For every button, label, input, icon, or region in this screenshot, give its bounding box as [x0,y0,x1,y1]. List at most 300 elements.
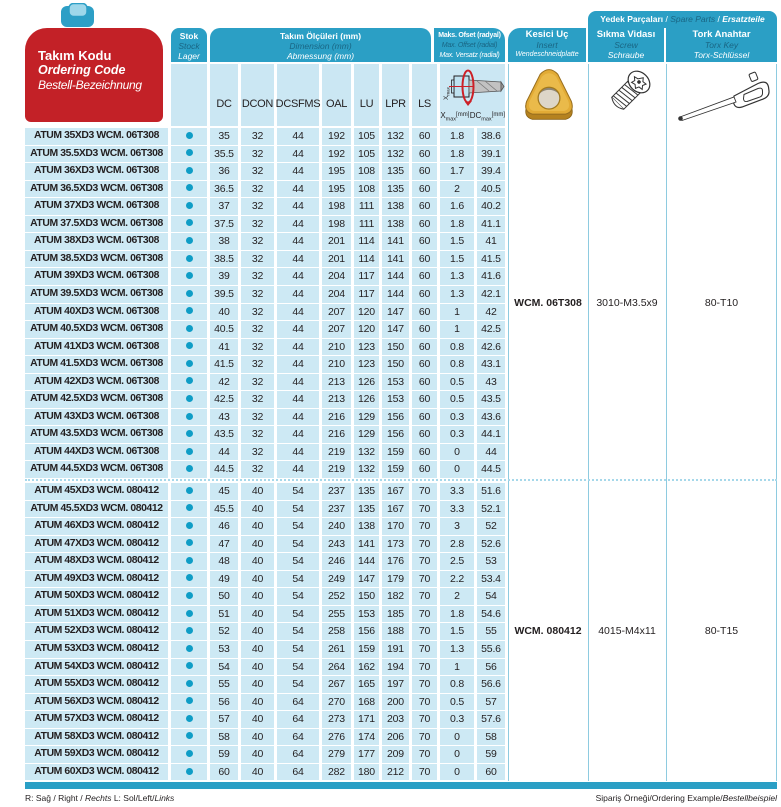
value-cell-LU: 123 [354,356,379,373]
value-cell-DC: 44 [210,444,238,461]
value-cell-DCmax[mm]: 53.4 [477,571,505,588]
value-cell-DCSFMS: 44 [277,128,319,145]
value-cell-DC: 43.5 [210,426,238,443]
value-cell-OAL: 255 [322,606,351,623]
value-cell-DCSFMS: 64 [277,746,319,763]
value-cell-DCON: 32 [241,304,274,321]
stock-dot-icon [186,413,193,420]
value-cell-OAL: 261 [322,641,351,658]
value-cell-OAL: 198 [322,198,351,215]
screw-image [589,64,666,126]
value-cell-DCmax[mm]: 44.5 [477,461,505,478]
value-cell-LU: 156 [354,623,379,640]
value-cell-Xmax[mm]: 1.8 [440,606,474,623]
table-row [25,251,508,268]
value-cell-Xmax[mm]: 1 [440,304,474,321]
torx-key-image [667,64,776,126]
torx-label-de: Torx-Schlüssel [693,50,750,60]
value-cell-LPR: 179 [382,571,409,588]
value-cell-OAL: 237 [322,501,351,518]
ordering-code-line-en: Ordering Code [38,63,126,77]
value-cell-DCSFMS: 54 [277,483,319,500]
value-cell-DCON: 40 [241,606,274,623]
table-row [25,268,508,285]
stock-cell [171,163,207,180]
value-cell-DCSFMS: 44 [277,216,319,233]
stock-dot-icon [186,255,193,262]
value-cell-LU: 177 [354,746,379,763]
value-cell-DC: 58 [210,729,238,746]
value-cell-DC: 38 [210,233,238,250]
insert-image [509,64,588,126]
value-cell-Xmax[mm]: 1 [440,659,474,676]
stock-dot-icon [186,557,193,564]
group2-insert-code: WCM. 080412 [514,625,582,637]
tool-code-cell: ATUM 37.5XD3 WCM. 06T308 [25,216,168,233]
value-cell-LS: 60 [412,409,437,426]
value-cell-DCON: 32 [241,444,274,461]
value-cell-DCmax[mm]: 40.5 [477,181,505,198]
value-cell-OAL: 204 [322,268,351,285]
value-cell-DCON: 32 [241,146,274,163]
tool-code-cell: ATUM 57XD3 WCM. 080412 [25,711,168,728]
value-cell-DCmax[mm]: 55.6 [477,641,505,658]
value-cell-DCmax[mm]: 38.6 [477,128,505,145]
value-cell-OAL: 219 [322,461,351,478]
value-cell-LPR: 176 [382,553,409,570]
value-cell-LPR: 167 [382,501,409,518]
value-cell-LU: 153 [354,606,379,623]
value-cell-DC: 44.5 [210,461,238,478]
value-cell-DC: 53 [210,641,238,658]
value-cell-LU: 147 [354,571,379,588]
table-row [25,128,508,145]
value-cell-LPR: 147 [382,304,409,321]
tool-code-cell: ATUM 38.5XD3 WCM. 06T308 [25,251,168,268]
value-cell-LS: 60 [412,251,437,268]
value-cell-DC: 45 [210,483,238,500]
value-cell-DCON: 32 [241,268,274,285]
value-cell-DCmax[mm]: 43.5 [477,391,505,408]
tool-code-cell: ATUM 58XD3 WCM. 080412 [25,729,168,746]
value-cell-DCON: 40 [241,641,274,658]
stock-cell [171,483,207,500]
value-cell-DCON: 32 [241,233,274,250]
value-cell-Xmax[mm]: 1.5 [440,233,474,250]
value-cell-LPR: 170 [382,518,409,535]
value-cell-LS: 60 [412,163,437,180]
value-cell-DCSFMS: 44 [277,426,319,443]
value-cell-DC: 41.5 [210,356,238,373]
value-cell-DCSFMS: 44 [277,233,319,250]
tool-code-cell: ATUM 51XD3 WCM. 080412 [25,606,168,623]
value-cell-Xmax[mm]: 2 [440,588,474,605]
value-cell-LU: 135 [354,501,379,518]
value-cell-LPR: 182 [382,588,409,605]
value-cell-DCON: 40 [241,694,274,711]
tool-code-cell: ATUM 55XD3 WCM. 080412 [25,676,168,693]
value-cell-LPR: 206 [382,729,409,746]
value-cell-LS: 70 [412,729,437,746]
table-row [25,711,508,728]
column-header-dcsfms: DCSFMS [277,64,319,126]
table-row [25,198,508,215]
value-cell-LPR: 147 [382,321,409,338]
tool-code-cell: ATUM 45XD3 WCM. 080412 [25,483,168,500]
max-offset-subheader-cell [440,64,505,126]
value-cell-LPR: 159 [382,461,409,478]
value-cell-LU: 165 [354,676,379,693]
value-cell-DCON: 40 [241,623,274,640]
value-cell-DCON: 32 [241,163,274,180]
stock-cell [171,251,207,268]
value-cell-OAL: 213 [322,374,351,391]
value-cell-DCON: 40 [241,659,274,676]
value-cell-OAL: 216 [322,409,351,426]
value-cell-OAL: 246 [322,553,351,570]
value-cell-LPR: 197 [382,676,409,693]
table-row [25,518,508,535]
value-cell-LPR: 135 [382,163,409,180]
stock-cell [171,659,207,676]
tool-code-cell: ATUM 42XD3 WCM. 06T308 [25,374,168,391]
value-cell-DC: 56 [210,694,238,711]
dimensions-label-en: Dimension (mm) [289,41,352,51]
stock-cell [171,321,207,338]
value-cell-DC: 35.5 [210,146,238,163]
value-cell-DCSFMS: 44 [277,181,319,198]
value-cell-LS: 60 [412,268,437,285]
stock-dot-icon [186,307,193,314]
value-cell-LU: 129 [354,426,379,443]
value-cell-LU: 108 [354,163,379,180]
value-cell-LPR: 156 [382,409,409,426]
value-cell-OAL: 195 [322,181,351,198]
value-cell-DCON: 32 [241,321,274,338]
tool-code-cell: ATUM 60XD3 WCM. 080412 [25,764,168,781]
value-cell-DCON: 40 [241,764,274,781]
value-cell-Xmax[mm]: 1 [440,321,474,338]
value-cell-Xmax[mm]: 2.5 [440,553,474,570]
stock-dot-icon [186,768,193,775]
stock-cell [171,198,207,215]
value-cell-LU: 111 [354,216,379,233]
value-cell-DCmax[mm]: 55 [477,623,505,640]
stock-label-de: Lager [178,51,200,61]
table-row [25,676,508,693]
value-cell-DC: 55 [210,676,238,693]
value-cell-OAL: 267 [322,676,351,693]
screw-column-frame [588,64,666,781]
bottom-rule [25,782,777,789]
group2-screw-code: 4015-M4x11 [598,625,656,637]
value-cell-DCON: 32 [241,374,274,391]
table-row [25,694,508,711]
value-cell-LPR: 153 [382,391,409,408]
value-cell-OAL: 195 [322,163,351,180]
value-cell-LPR: 153 [382,374,409,391]
offset-label-en: Max. Offset (radial) [441,42,498,49]
value-cell-DC: 39.5 [210,286,238,303]
value-cell-DCON: 40 [241,729,274,746]
group1-insert-code: WCM. 06T308 [514,297,582,309]
value-cell-DCON: 32 [241,339,274,356]
value-cell-DCON: 32 [241,181,274,198]
column-header-lpr: LPR [382,64,409,126]
stock-dot-icon [186,732,193,739]
value-cell-LU: 123 [354,339,379,356]
value-cell-Xmax[mm]: 1.7 [440,163,474,180]
table-row [25,391,508,408]
stock-cell [171,181,207,198]
value-cell-DCmax[mm]: 52.1 [477,501,505,518]
column-header-lu: LU [354,64,379,126]
value-cell-DC: 38.5 [210,251,238,268]
table-row [25,764,508,781]
value-cell-LPR: 212 [382,764,409,781]
value-cell-OAL: 282 [322,764,351,781]
screw-label-tr: Sıkma Vidası [596,29,656,40]
value-cell-DCON: 32 [241,409,274,426]
value-cell-LU: 126 [354,374,379,391]
value-cell-LU: 174 [354,729,379,746]
value-cell-Xmax[mm]: 1.6 [440,198,474,215]
value-cell-Xmax[mm]: 0 [440,461,474,478]
value-cell-Xmax[mm]: 0 [440,729,474,746]
value-cell-DCSFMS: 54 [277,641,319,658]
value-cell-DC: 50 [210,588,238,605]
value-cell-LS: 70 [412,764,437,781]
value-cell-LPR: 138 [382,216,409,233]
value-cell-DCmax[mm]: 52 [477,518,505,535]
radial-offset-diagram-icon [441,67,505,109]
value-cell-LS: 70 [412,641,437,658]
value-cell-LS: 70 [412,553,437,570]
stock-dot-icon [186,342,193,349]
dimensions-header [210,28,431,62]
stock-cell [171,286,207,303]
stock-dot-icon [186,465,193,472]
stock-cell [171,233,207,250]
value-cell-DCSFMS: 44 [277,198,319,215]
value-cell-DCON: 32 [241,461,274,478]
value-cell-LS: 70 [412,623,437,640]
stock-cell [171,268,207,285]
value-cell-Xmax[mm]: 1.8 [440,128,474,145]
stock-cell [171,356,207,373]
torx-column-header [666,28,777,62]
table-row [25,461,508,478]
value-cell-DCSFMS: 44 [277,374,319,391]
diagram-xmax-axis-label: $X_{max}$ [442,87,450,100]
stock-dot-icon [186,645,193,652]
value-cell-OAL: 207 [322,321,351,338]
value-cell-DCON: 32 [241,356,274,373]
value-cell-DCON: 40 [241,571,274,588]
table-row [25,409,508,426]
tool-code-cell: ATUM 42.5XD3 WCM. 06T308 [25,391,168,408]
value-cell-DCSFMS: 44 [277,461,319,478]
column-header-dc: DC [210,64,238,126]
table-row [25,536,508,553]
stock-dot-icon [186,592,193,599]
value-cell-DCON: 40 [241,536,274,553]
stock-dot-icon [186,395,193,402]
group2-torx-code: 80-T15 [704,625,739,637]
tool-code-cell: ATUM 43.5XD3 WCM. 06T308 [25,426,168,443]
value-cell-Xmax[mm]: 0 [440,746,474,763]
value-cell-OAL: 279 [322,746,351,763]
value-cell-DC: 54 [210,659,238,676]
value-cell-DCmax[mm]: 59 [477,746,505,763]
value-cell-OAL: 207 [322,304,351,321]
value-cell-Xmax[mm]: 1.5 [440,623,474,640]
value-cell-DCmax[mm]: 56.6 [477,676,505,693]
stock-cell [171,461,207,478]
stock-cell [171,588,207,605]
value-cell-DCSFMS: 44 [277,391,319,408]
stock-cell [171,426,207,443]
insert-label-en: Insert [536,40,558,50]
value-cell-DC: 39 [210,268,238,285]
value-cell-DC: 59 [210,746,238,763]
stock-dot-icon [186,167,193,174]
stock-dot-icon [186,487,193,494]
torx-label-tr: Tork Anahtar [692,29,751,40]
value-cell-DCSFMS: 44 [277,356,319,373]
value-cell-DCSFMS: 44 [277,339,319,356]
value-cell-DC: 47 [210,536,238,553]
stock-dot-icon [186,539,193,546]
value-cell-DC: 37.5 [210,216,238,233]
stock-cell [171,641,207,658]
value-cell-OAL: 276 [322,729,351,746]
value-cell-DCON: 32 [241,426,274,443]
table-row [25,729,508,746]
value-cell-DCSFMS: 54 [277,571,319,588]
value-cell-LU: 105 [354,128,379,145]
stock-cell [171,216,207,233]
value-cell-DCSFMS: 64 [277,711,319,728]
value-cell-LS: 60 [412,426,437,443]
value-cell-DCmax[mm]: 57 [477,694,505,711]
tool-code-cell: ATUM 41.5XD3 WCM. 06T308 [25,356,168,373]
value-cell-LS: 70 [412,588,437,605]
table-row [25,623,508,640]
torx-key-column-frame [666,64,777,781]
value-cell-DCSFMS: 44 [277,268,319,285]
value-cell-LS: 60 [412,444,437,461]
value-cell-LS: 70 [412,483,437,500]
value-cell-LU: 114 [354,233,379,250]
value-cell-LU: 138 [354,518,379,535]
value-cell-LPR: 167 [382,483,409,500]
tool-code-cell: ATUM 37XD3 WCM. 06T308 [25,198,168,215]
value-cell-Xmax[mm]: 1.8 [440,146,474,163]
value-cell-DC: 42.5 [210,391,238,408]
value-cell-Xmax[mm]: 0 [440,764,474,781]
tool-code-cell: ATUM 43XD3 WCM. 06T308 [25,409,168,426]
value-cell-LS: 60 [412,391,437,408]
stock-dot-icon [186,430,193,437]
value-cell-DCON: 40 [241,711,274,728]
tool-code-cell: ATUM 50XD3 WCM. 080412 [25,588,168,605]
value-cell-DCON: 40 [241,746,274,763]
value-cell-LS: 70 [412,571,437,588]
value-cell-DCON: 40 [241,676,274,693]
value-cell-DCmax[mm]: 44.1 [477,426,505,443]
table-row [25,606,508,623]
value-cell-Xmax[mm]: 0.5 [440,374,474,391]
tool-code-cell: ATUM 45.5XD3 WCM. 080412 [25,501,168,518]
value-cell-OAL: 216 [322,426,351,443]
value-cell-OAL: 198 [322,216,351,233]
value-cell-DC: 42 [210,374,238,391]
dimensions-label-de: Abmessung (mm) [286,51,355,61]
value-cell-Xmax[mm]: 0.3 [440,426,474,443]
value-cell-DCmax[mm]: 53 [477,553,505,570]
table-row [25,181,508,198]
insert-column-header [508,28,586,62]
stock-dot-icon [186,697,193,704]
stock-cell [171,729,207,746]
value-cell-DCmax[mm]: 57.6 [477,711,505,728]
stock-cell [171,764,207,781]
value-cell-DC: 52 [210,623,238,640]
value-cell-DCmax[mm]: 60 [477,764,505,781]
value-cell-DCmax[mm]: 42.6 [477,339,505,356]
stock-label-tr: Stok [179,31,199,41]
value-cell-LU: 129 [354,409,379,426]
table-row [25,146,508,163]
value-cell-DCSFMS: 54 [277,659,319,676]
value-cell-LS: 70 [412,676,437,693]
value-cell-DC: 51 [210,606,238,623]
stock-cell [171,518,207,535]
stock-column-header [171,28,207,62]
value-cell-DC: 36.5 [210,181,238,198]
value-cell-LPR: 156 [382,426,409,443]
tool-code-cell: ATUM 41XD3 WCM. 06T308 [25,339,168,356]
value-cell-DCmax[mm]: 54 [477,588,505,605]
stock-dot-icon [186,325,193,332]
stock-dot-icon [186,680,193,687]
value-cell-LS: 60 [412,216,437,233]
tool-code-cell: ATUM 36.5XD3 WCM. 06T308 [25,181,168,198]
value-cell-DCmax[mm]: 41 [477,233,505,250]
value-cell-Xmax[mm]: 2.2 [440,571,474,588]
value-cell-DCSFMS: 44 [277,251,319,268]
stock-cell [171,694,207,711]
tool-code-cell: ATUM 38XD3 WCM. 06T308 [25,233,168,250]
value-cell-Xmax[mm]: 0.3 [440,409,474,426]
ordering-code-line-de: Bestell-Bezeichnung [38,78,142,92]
tool-code-cell: ATUM 36XD3 WCM. 06T308 [25,163,168,180]
table-row [25,216,508,233]
stock-dot-icon [186,290,193,297]
stock-cell [171,444,207,461]
value-cell-LU: 132 [354,461,379,478]
stock-dot-icon [186,627,193,634]
value-cell-DCSFMS: 54 [277,623,319,640]
value-cell-DC: 43 [210,409,238,426]
tool-code-cell: ATUM 35.5XD3 WCM. 06T308 [25,146,168,163]
value-cell-LS: 60 [412,374,437,391]
table-row [25,571,508,588]
spare-parts-de: Ersatzteile [722,14,765,24]
value-cell-LS: 60 [412,339,437,356]
stock-dot-icon [186,272,193,279]
